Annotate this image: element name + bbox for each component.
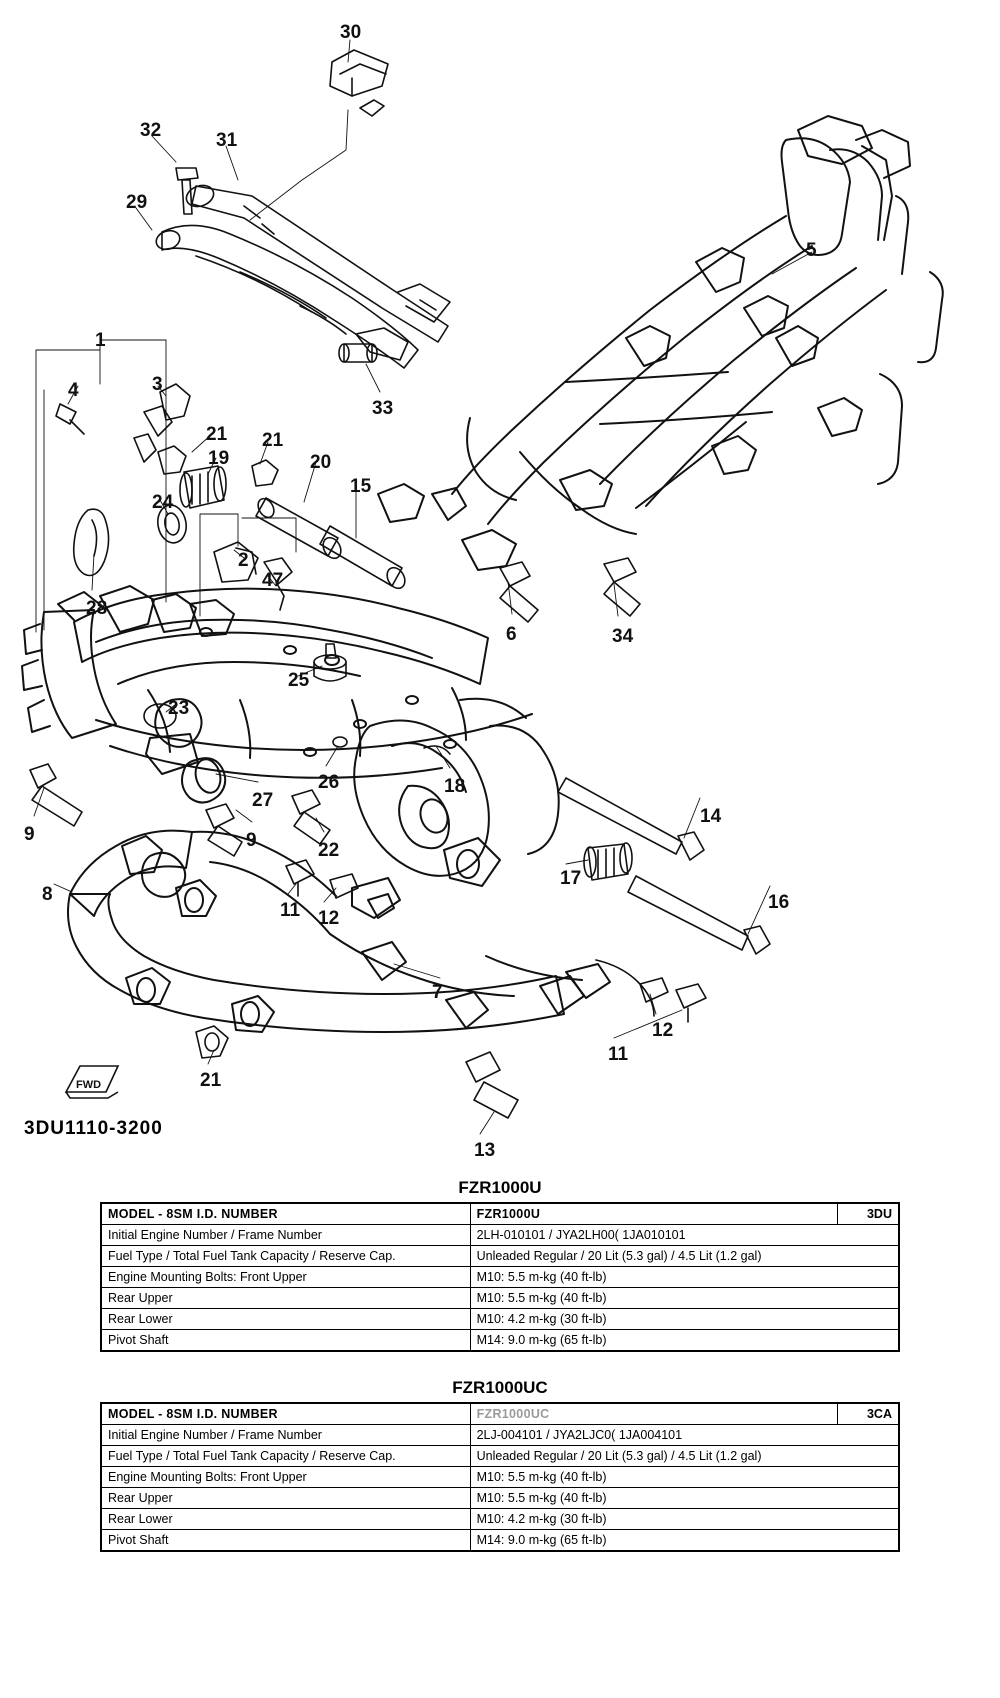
table-row	[101, 1467, 899, 1488]
callout-number: 3	[152, 374, 163, 395]
cell-label: Fuel Type / Total Fuel Tank Capacity / Reserve Cap.	[101, 1246, 470, 1267]
cell-model-header: MODEL - 8SM I.D. NUMBER	[101, 1403, 470, 1425]
table-row	[101, 1288, 899, 1309]
part-12-washer-left	[330, 874, 358, 898]
part-19-spacer	[180, 466, 226, 508]
table-row	[101, 1488, 899, 1509]
callout-number: 7	[432, 982, 443, 1003]
cell-value: M10: 4.2 m-kg (30 ft-lb)	[470, 1309, 899, 1330]
callout-number: 11	[280, 900, 301, 921]
table-row	[101, 1530, 899, 1552]
cell-label: Pivot Shaft	[101, 1530, 470, 1552]
callout-number: 28	[86, 598, 108, 619]
cell-model-header: MODEL - 8SM I.D. NUMBER	[101, 1203, 470, 1225]
cell-label: Rear Upper	[101, 1488, 470, 1509]
cell-value: M10: 5.5 m-kg (40 ft-lb)	[470, 1467, 899, 1488]
cell-value: 2LJ-004101 / JYA2LJC0( 1JA004101	[470, 1425, 899, 1446]
table-row	[101, 1330, 899, 1352]
cell-value: M10: 4.2 m-kg (30 ft-lb)	[470, 1509, 899, 1530]
part-29-arm	[154, 225, 418, 368]
cell-value: M14: 9.0 m-kg (65 ft-lb)	[470, 1330, 899, 1352]
callout-number: 30	[340, 22, 362, 43]
svg-text:FWD: FWD	[76, 1079, 102, 1091]
callout-number: 12	[318, 908, 340, 929]
callout-number: 11	[608, 1044, 629, 1065]
callout-number: 24	[152, 492, 174, 513]
callout-number: 20	[310, 452, 332, 473]
spec-table-2-wrap	[100, 1378, 900, 1552]
cell-value: Unleaded Regular / 20 Lit (5.3 gal) / 4.5 Lit (1.2 gal)	[470, 1446, 899, 1467]
callout-number: 15	[350, 476, 372, 497]
callout-number: 8	[42, 884, 53, 905]
cell-value: Unleaded Regular / 20 Lit (5.3 gal) / 4.5 Lit (1.2 gal)	[470, 1246, 899, 1267]
cell-value: M10: 5.5 m-kg (40 ft-lb)	[470, 1267, 899, 1288]
spec-table-2	[100, 1402, 900, 1552]
callout-number: 26	[318, 772, 340, 793]
cell-label: Initial Engine Number / Frame Number	[101, 1225, 470, 1246]
part-21-nut-a	[158, 446, 186, 474]
callout-number: 47	[262, 570, 284, 591]
callout-number: 32	[140, 120, 162, 141]
part-28-collar	[74, 509, 109, 575]
part-30-bracket	[330, 50, 388, 116]
callout-number: 9	[24, 824, 35, 845]
table-row	[101, 1509, 899, 1530]
spec-table-1	[100, 1202, 900, 1352]
callout-number: 25	[288, 670, 310, 691]
part-31-brace	[183, 182, 450, 342]
callout-number: 9	[246, 830, 257, 851]
callout-number: 1	[95, 330, 106, 351]
callout-number: 22	[318, 840, 340, 861]
callout-number: 29	[126, 192, 148, 213]
cell-label: Pivot Shaft	[101, 1330, 470, 1352]
part-13-bolt	[466, 1052, 518, 1118]
cell-label: Engine Mounting Bolts: Front Upper	[101, 1267, 470, 1288]
part-20-spacer	[255, 496, 344, 562]
part-21-nut-b	[252, 460, 278, 486]
callout-number: 17	[560, 868, 582, 889]
callout-number: 27	[252, 790, 274, 811]
callout-number: 5	[806, 240, 817, 261]
callout-number: 33	[372, 398, 394, 419]
callout-number: 4	[68, 380, 79, 401]
callout-number: 18	[444, 776, 466, 797]
table-row	[101, 1267, 899, 1288]
callout-number: 2	[238, 550, 249, 571]
cell-model-code: 3CA	[838, 1403, 899, 1425]
table-row	[101, 1309, 899, 1330]
callout-number: 31	[216, 130, 238, 151]
table-row	[101, 1446, 899, 1467]
callout-number: 21	[262, 430, 284, 451]
part-26-detail	[333, 737, 347, 747]
callout-number: 14	[700, 806, 722, 827]
cell-model-code: 3DU	[838, 1203, 900, 1225]
callout-number: 19	[208, 448, 230, 469]
part-17-spacer	[584, 843, 632, 880]
part-4-clip	[56, 404, 84, 434]
spec-table-1-title: FZR1000U	[458, 1178, 542, 1197]
part-5-rear-subframe	[378, 116, 943, 570]
table-row	[101, 1246, 899, 1267]
callout-number: 21	[206, 424, 228, 445]
spec-table-2-title: FZR1000UC	[452, 1378, 548, 1397]
callout-number: 12	[652, 1020, 674, 1041]
cell-value: M10: 5.5 m-kg (40 ft-lb)	[470, 1288, 899, 1309]
callout-number: 6	[506, 624, 517, 645]
cell-label: Rear Upper	[101, 1288, 470, 1309]
table-row	[101, 1403, 899, 1425]
cell-label: Initial Engine Number / Frame Number	[101, 1425, 470, 1446]
cell-label: Rear Lower	[101, 1309, 470, 1330]
callout-number: 21	[200, 1070, 222, 1091]
table-row	[101, 1225, 899, 1246]
cell-label: Engine Mounting Bolts: Front Upper	[101, 1467, 470, 1488]
part-11-bolt-right	[676, 984, 706, 1022]
callout-number: 34	[612, 626, 634, 647]
cell-value: M14: 9.0 m-kg (65 ft-lb)	[470, 1530, 899, 1552]
cell-label: Rear Lower	[101, 1509, 470, 1530]
forward-direction-marker	[58, 1058, 128, 1100]
callout-number: 16	[768, 892, 790, 913]
part-9-bolt-left	[30, 764, 82, 826]
part-33-bushing	[339, 344, 377, 362]
part-21-nut-c	[196, 1026, 228, 1058]
cell-model-value: FZR1000UC	[470, 1403, 837, 1425]
part-6-bolt	[500, 562, 538, 622]
callout-number: 13	[474, 1140, 496, 1161]
table-row	[101, 1425, 899, 1446]
table-row	[101, 1203, 899, 1225]
cell-label: Fuel Type / Total Fuel Tank Capacity / Reserve Cap.	[101, 1446, 470, 1467]
cell-value: 2LH-010101 / JYA2LH00( 1JA010101	[470, 1225, 899, 1246]
callout-number: 23	[168, 698, 190, 719]
part-25-cap	[314, 644, 346, 681]
diagram-part-code: 3DU1110-3200	[24, 1118, 163, 1139]
part-9-bolt-mid	[206, 804, 242, 856]
part-16-shaft	[628, 876, 770, 954]
part-7-lower-rail	[596, 960, 654, 1016]
cell-model-value: FZR1000U	[470, 1203, 837, 1225]
spec-table-1-wrap	[100, 1178, 900, 1352]
part-1-main-frame	[22, 586, 559, 886]
part-34-bolt	[604, 558, 640, 616]
part-22-bolt	[292, 790, 330, 844]
cell-value: M10: 5.5 m-kg (40 ft-lb)	[470, 1488, 899, 1509]
